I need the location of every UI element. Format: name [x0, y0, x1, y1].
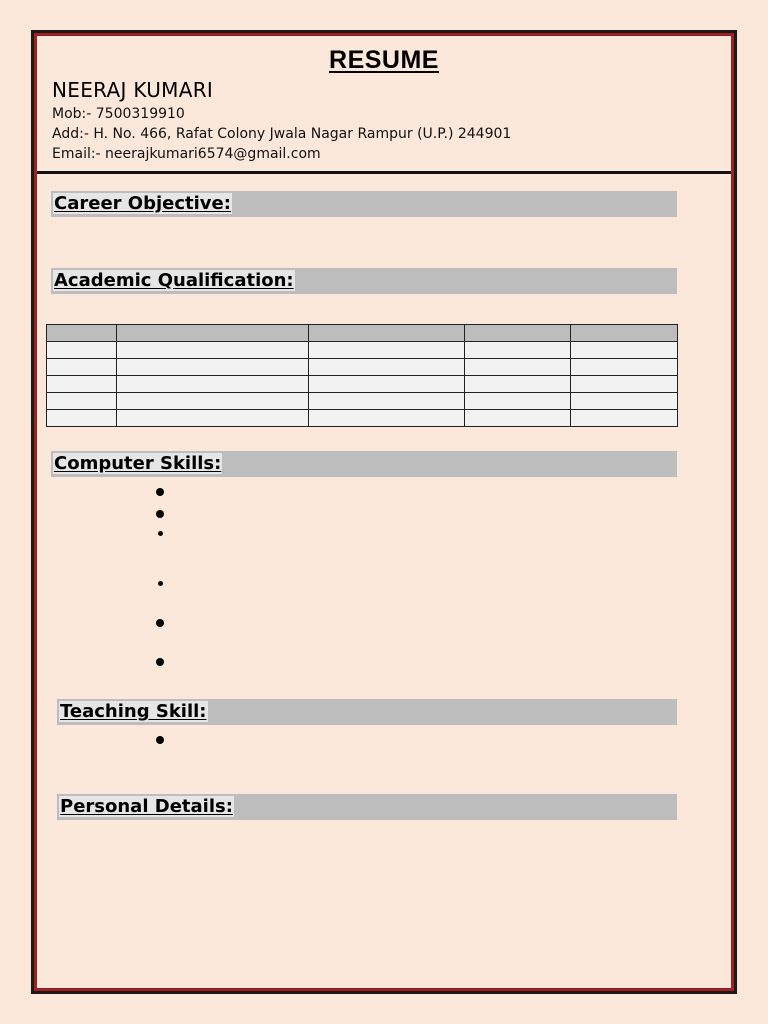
table-cell — [117, 342, 309, 359]
table-cell — [465, 376, 571, 393]
bullet-icon — [156, 510, 164, 518]
table-cell — [117, 376, 309, 393]
table-row — [47, 376, 678, 393]
table-cell — [309, 359, 465, 376]
bullet-icon — [156, 488, 164, 496]
table-cell — [47, 410, 117, 427]
table-row — [47, 359, 678, 376]
table-cell — [309, 342, 465, 359]
header-divider — [37, 171, 731, 174]
email: Email:- neerajkumari6574@gmail.com — [52, 146, 321, 162]
table-cell — [465, 393, 571, 410]
table-row — [47, 393, 678, 410]
table-cell — [309, 376, 465, 393]
table-row — [47, 342, 678, 359]
table-header-cell — [465, 325, 571, 342]
table-cell — [117, 359, 309, 376]
teaching-skill-heading — [57, 699, 677, 725]
bullet-icon — [156, 619, 164, 627]
table-cell — [309, 410, 465, 427]
candidate-name: NEERAJ KUMARI — [52, 78, 214, 102]
table-cell — [571, 393, 678, 410]
table-cell — [571, 342, 678, 359]
table-cell — [571, 410, 678, 427]
table-cell — [465, 342, 571, 359]
computer-skills-heading — [51, 451, 677, 477]
academic-qualification-label: Academic Qualification: — [54, 270, 294, 291]
table-cell — [465, 410, 571, 427]
page-border-inner — [34, 33, 734, 991]
address: Add:- H. No. 466, Rafat Colony Jwala Nagar Rampur (U.P.) 244901 — [52, 126, 512, 142]
table-header-cell — [117, 325, 309, 342]
bullet-icon — [156, 658, 164, 666]
table-header-cell — [309, 325, 465, 342]
career-objective-heading — [51, 191, 677, 217]
table-cell — [47, 342, 117, 359]
table-cell — [571, 359, 678, 376]
table-cell — [47, 359, 117, 376]
bullet-icon — [156, 736, 164, 744]
table-cell — [571, 376, 678, 393]
academic-qualification-table — [46, 324, 678, 427]
teaching-skill-label: Teaching Skill: — [60, 701, 207, 722]
table-cell — [47, 393, 117, 410]
personal-details-label: Personal Details: — [60, 796, 233, 817]
table-cell — [47, 376, 117, 393]
bullet-icon — [158, 531, 163, 536]
career-objective-label: Career Objective: — [54, 193, 231, 214]
bullet-icon — [158, 581, 163, 586]
personal-details-heading — [57, 794, 677, 820]
table-cell — [117, 393, 309, 410]
academic-qualification-heading — [51, 268, 677, 294]
table-row — [47, 410, 678, 427]
table-cell — [465, 359, 571, 376]
resume-title: RESUME — [329, 46, 439, 74]
mobile-number: Mob:- 7500319910 — [52, 106, 185, 122]
table-cell — [117, 410, 309, 427]
table-cell — [309, 393, 465, 410]
table-header-cell — [47, 325, 117, 342]
computer-skills-label: Computer Skills: — [54, 453, 222, 474]
table-header-row — [47, 325, 678, 342]
table-header-cell — [571, 325, 678, 342]
